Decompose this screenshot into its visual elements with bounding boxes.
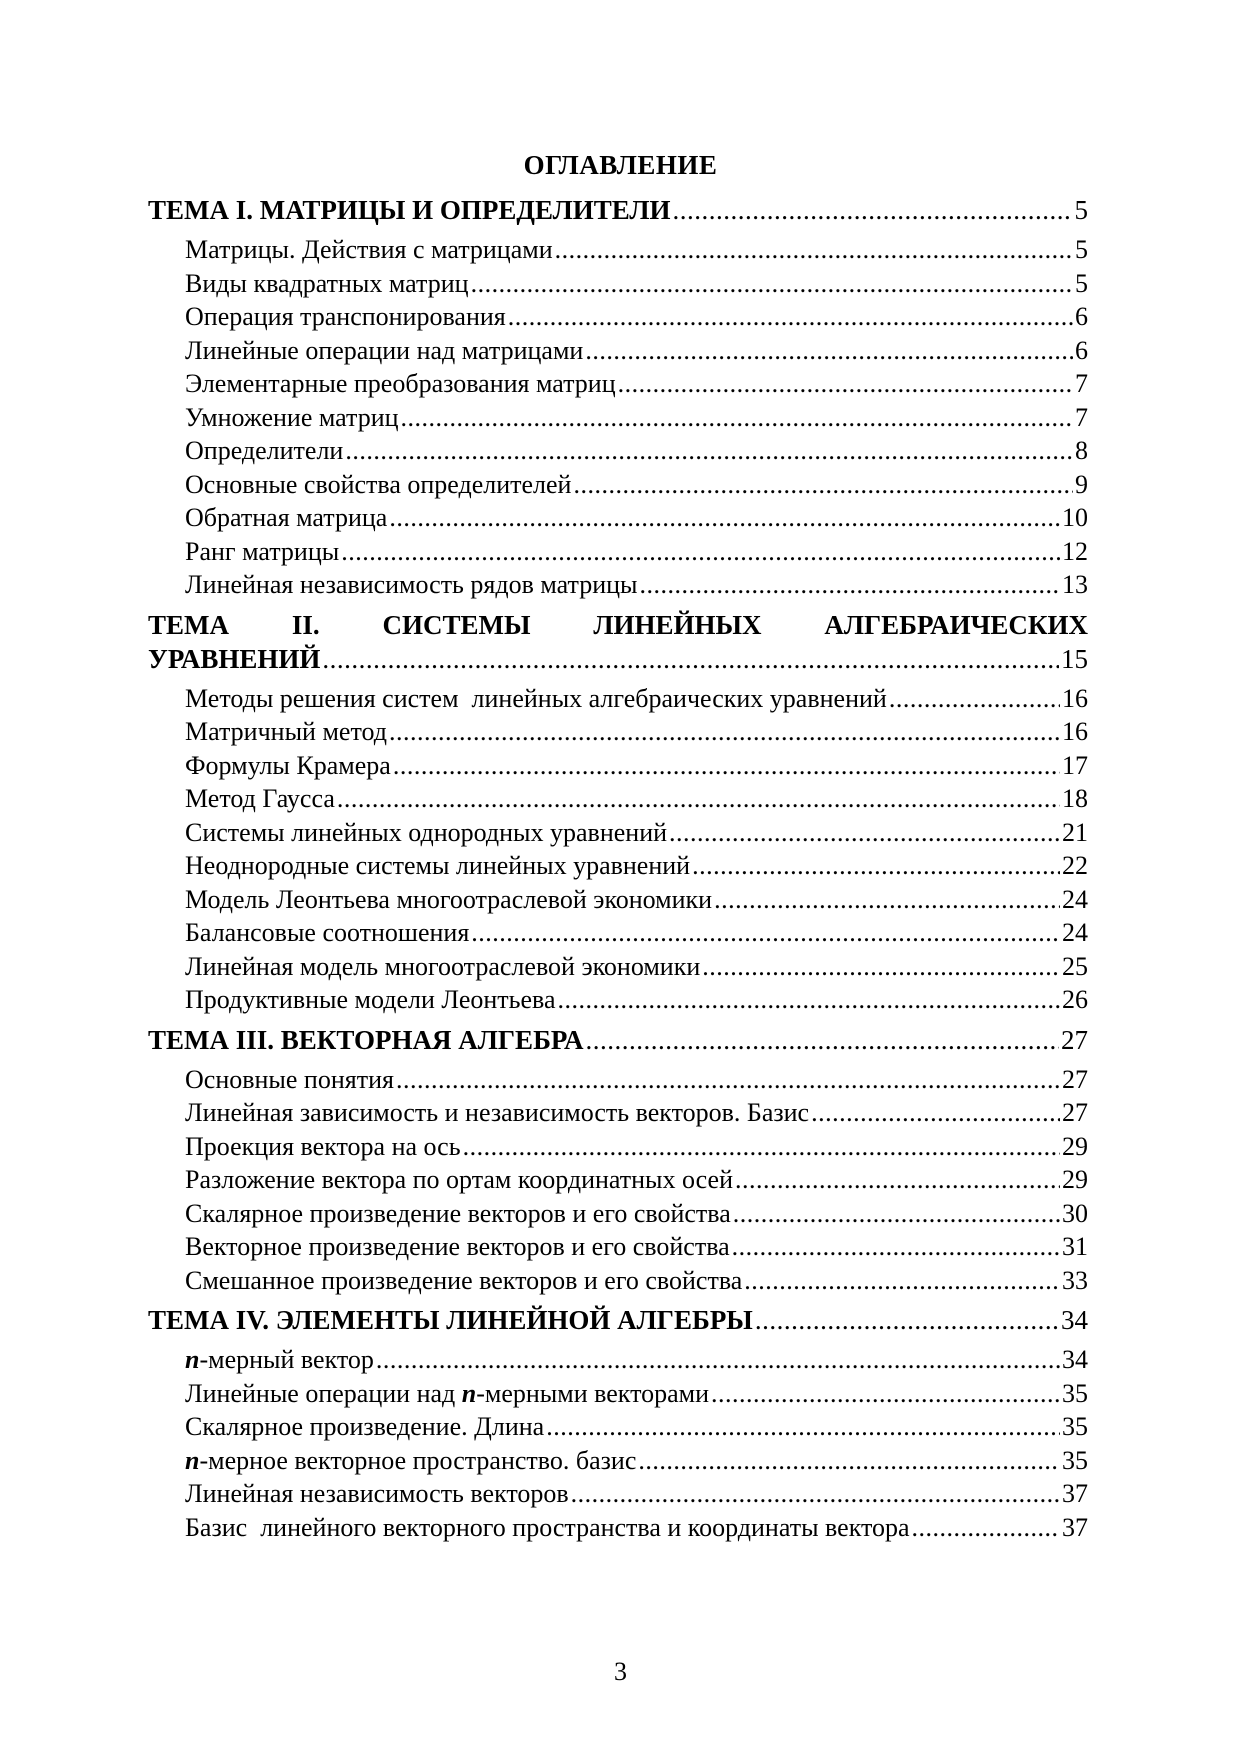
toc-item — [148, 1343, 1088, 1377]
leader-dots — [735, 1163, 1060, 1197]
leader-dots — [638, 1444, 1060, 1478]
section-page: 27 — [1061, 1024, 1088, 1055]
leader-dots — [692, 849, 1060, 883]
item-label: Основные свойства определителей — [185, 469, 572, 499]
item-page: 37 — [1062, 1479, 1088, 1508]
item-label — [185, 1343, 374, 1377]
item-text: -мерными векторами — [476, 1378, 710, 1408]
item-page: 34 — [1062, 1345, 1088, 1374]
item-page: 7 — [1075, 402, 1088, 432]
toc-item — [148, 367, 1088, 401]
item-label: Умножение матриц — [185, 402, 399, 432]
item-page: 37 — [1062, 1512, 1088, 1542]
leader-dots — [573, 468, 1073, 502]
toc-item — [148, 782, 1088, 816]
item-label: Линейные операции над матрицами — [185, 335, 584, 365]
heading-word: СИСТЕМЫ — [382, 609, 531, 640]
section-heading-line — [148, 642, 1088, 676]
item-label: Определители — [185, 436, 344, 465]
toc-item — [148, 1163, 1088, 1197]
toc-item — [148, 1477, 1088, 1511]
leader-dots — [889, 682, 1060, 716]
item-label: Метод Гаусса — [185, 784, 335, 813]
item-page: 5 — [1075, 268, 1088, 298]
leader-dots — [811, 1096, 1060, 1130]
item-label — [185, 1377, 709, 1411]
leader-dots — [733, 1197, 1060, 1231]
leader-dots — [401, 401, 1073, 435]
leader-dots — [471, 916, 1060, 950]
item-page: 12 — [1062, 536, 1088, 566]
item-label: Разложение вектора по ортам координатных осей — [185, 1165, 733, 1194]
n-variable: n — [185, 1345, 200, 1374]
item-page: 35 — [1062, 1378, 1088, 1408]
toc-item — [148, 300, 1088, 334]
item-label: Обратная матрица — [185, 503, 388, 532]
toc-item — [148, 1377, 1088, 1411]
leader-dots — [673, 193, 1073, 227]
item-label: Матричный метод — [185, 717, 387, 746]
leader-dots — [389, 715, 1060, 749]
item-page: 16 — [1062, 717, 1088, 746]
section-label: ТЕМА III. ВЕКТОРНАЯ АЛГЕБРА — [148, 1024, 584, 1055]
item-label — [185, 1444, 636, 1478]
toc-item — [148, 501, 1088, 535]
toc-item — [148, 334, 1088, 368]
item-page: 33 — [1062, 1265, 1088, 1295]
leader-dots — [711, 1377, 1060, 1411]
toc-section-2 — [148, 608, 1088, 676]
heading-word: УРАВНЕНИЙ — [148, 643, 321, 674]
item-label: Элементарные преобразования матриц — [185, 369, 616, 398]
toc-item — [148, 1096, 1088, 1130]
toc-section-3 — [148, 1023, 1088, 1057]
heading-word: ЛИНЕЙНЫХ — [593, 609, 762, 640]
toc-item — [148, 401, 1088, 435]
toc-item — [148, 883, 1088, 917]
leader-dots — [571, 1477, 1060, 1511]
toc-item — [148, 1410, 1088, 1444]
item-page: 27 — [1062, 1098, 1088, 1127]
toc-item — [148, 1264, 1088, 1298]
item-page: 13 — [1062, 570, 1088, 599]
leader-dots — [755, 1303, 1059, 1337]
table-of-contents — [148, 193, 1088, 1544]
item-label: Смешанное произведение векторов и его свойства — [185, 1265, 743, 1295]
item-label: Методы решения систем линейных алгебраических уравнений — [185, 683, 887, 713]
leader-dots — [463, 1130, 1060, 1164]
item-page: 6 — [1075, 302, 1088, 331]
item-page: 26 — [1062, 985, 1088, 1014]
leader-dots — [546, 1410, 1060, 1444]
item-label: Линейная зависимость и независимость векторов. Базис — [185, 1098, 810, 1127]
toc-item — [148, 568, 1088, 602]
item-page: 25 — [1062, 951, 1088, 981]
toc-item — [148, 749, 1088, 783]
item-label: Линейная модель многоотраслевой экономики — [185, 951, 701, 981]
item-label: Продуктивные модели Леонтьева — [185, 985, 556, 1014]
item-page: 16 — [1062, 683, 1088, 713]
item-label: Ранг матрицы — [185, 536, 340, 566]
toc-title: ОГЛАВЛЕНИЕ — [523, 150, 718, 180]
item-page: 24 — [1062, 884, 1088, 914]
leader-dots — [585, 334, 1073, 368]
leader-dots — [558, 983, 1060, 1017]
item-page: 24 — [1062, 918, 1088, 947]
item-page: 6 — [1075, 335, 1088, 365]
toc-item — [148, 1230, 1088, 1264]
item-page: 30 — [1062, 1198, 1088, 1228]
leader-dots — [337, 782, 1060, 816]
item-page: 29 — [1062, 1131, 1088, 1161]
item-page: 31 — [1062, 1232, 1088, 1261]
leader-dots — [618, 367, 1073, 401]
item-page: 22 — [1062, 851, 1088, 880]
section-page: 15 — [1061, 643, 1088, 674]
item-label: Системы линейных однородных уравнений — [185, 817, 668, 847]
item-label: Операция транспонирования — [185, 302, 506, 331]
section-page: 34 — [1061, 1305, 1088, 1335]
toc-item — [148, 535, 1088, 569]
toc-item — [148, 434, 1088, 468]
item-page: 29 — [1062, 1165, 1088, 1194]
toc-item — [148, 1511, 1088, 1545]
leader-dots — [508, 300, 1073, 334]
toc-item — [148, 816, 1088, 850]
toc-item — [148, 468, 1088, 502]
item-page: 18 — [1062, 784, 1088, 813]
toc-item — [148, 715, 1088, 749]
toc-item — [148, 1197, 1088, 1231]
item-label: Векторное произведение векторов и его свойства — [185, 1232, 730, 1261]
item-label: Балансовые соотношения — [185, 918, 470, 947]
leader-dots — [396, 1063, 1060, 1097]
leader-dots — [640, 568, 1061, 602]
leader-dots — [322, 642, 1059, 676]
leader-dots — [376, 1343, 1060, 1377]
item-label: Неоднородные системы линейных уравнений — [185, 851, 691, 880]
heading-word: АЛГЕБРАИЧЕСКИХ — [824, 609, 1088, 640]
n-variable: n — [185, 1445, 200, 1475]
toc-item — [148, 950, 1088, 984]
leader-dots — [345, 434, 1073, 468]
toc-item — [148, 1063, 1088, 1097]
leader-dots — [555, 233, 1073, 267]
leader-dots — [714, 883, 1060, 917]
item-label: Скалярное произведение векторов и его свойства — [185, 1198, 731, 1228]
toc-item — [148, 849, 1088, 883]
item-page: 10 — [1062, 503, 1088, 532]
leader-dots — [732, 1230, 1060, 1264]
leader-dots — [389, 501, 1060, 535]
item-label: Формулы Крамера — [185, 750, 391, 780]
leader-dots — [912, 1511, 1060, 1545]
heading-word: II. — [291, 609, 320, 640]
item-label: Базис линейного векторного пространства и координаты вектора — [185, 1512, 910, 1542]
item-text: -мерный вектор — [199, 1345, 374, 1374]
item-text: -мерное векторное пространство. базис — [199, 1445, 637, 1475]
leader-dots — [702, 950, 1060, 984]
item-text: Линейные операции над — [185, 1378, 462, 1408]
section-page: 5 — [1074, 195, 1088, 225]
toc-item — [148, 233, 1088, 267]
item-label: Проекция вектора на ось — [185, 1131, 461, 1161]
toc-item — [148, 682, 1088, 716]
leader-dots — [585, 1023, 1059, 1057]
item-label: Виды квадратных матриц — [185, 268, 469, 298]
n-variable: n — [461, 1378, 477, 1408]
section-label: ТЕМА I. МАТРИЦЫ И ОПРЕДЕЛИТЕЛИ — [148, 195, 671, 225]
page-number: 3 — [614, 1657, 627, 1686]
item-label: Основные понятия — [185, 1064, 394, 1094]
item-page: 35 — [1062, 1445, 1088, 1475]
item-page: 27 — [1062, 1064, 1088, 1094]
item-label: Линейная независимость рядов матрицы — [185, 570, 638, 599]
item-label: Модель Леонтьева многоотраслевой экономики — [185, 884, 713, 914]
item-page: 8 — [1075, 436, 1088, 465]
section-heading-line — [148, 608, 1088, 642]
section-label: ТЕМА IV. ЭЛЕМЕНТЫ ЛИНЕЙНОЙ АЛГЕБРЫ — [148, 1305, 753, 1335]
leader-dots — [341, 535, 1060, 569]
item-page: 17 — [1062, 750, 1088, 780]
item-page: 7 — [1075, 369, 1088, 398]
toc-section-1 — [148, 193, 1088, 227]
toc-item — [148, 983, 1088, 1017]
item-label: Скалярное произведение. Длина — [185, 1412, 545, 1441]
heading-word: ТЕМА — [148, 609, 229, 640]
item-label: Матрицы. Действия с матрицами — [185, 235, 553, 264]
leader-dots — [669, 816, 1060, 850]
leader-dots — [393, 749, 1060, 783]
item-page: 5 — [1075, 235, 1088, 264]
item-label: Линейная независимость векторов — [185, 1479, 569, 1508]
item-page: 21 — [1062, 817, 1088, 847]
toc-section-4 — [148, 1303, 1088, 1337]
toc-item — [148, 1444, 1088, 1478]
toc-item — [148, 916, 1088, 950]
toc-item — [148, 267, 1088, 301]
item-page: 35 — [1062, 1412, 1088, 1441]
toc-item — [148, 1130, 1088, 1164]
leader-dots — [744, 1264, 1060, 1298]
item-page: 9 — [1075, 469, 1088, 499]
leader-dots — [471, 267, 1073, 301]
